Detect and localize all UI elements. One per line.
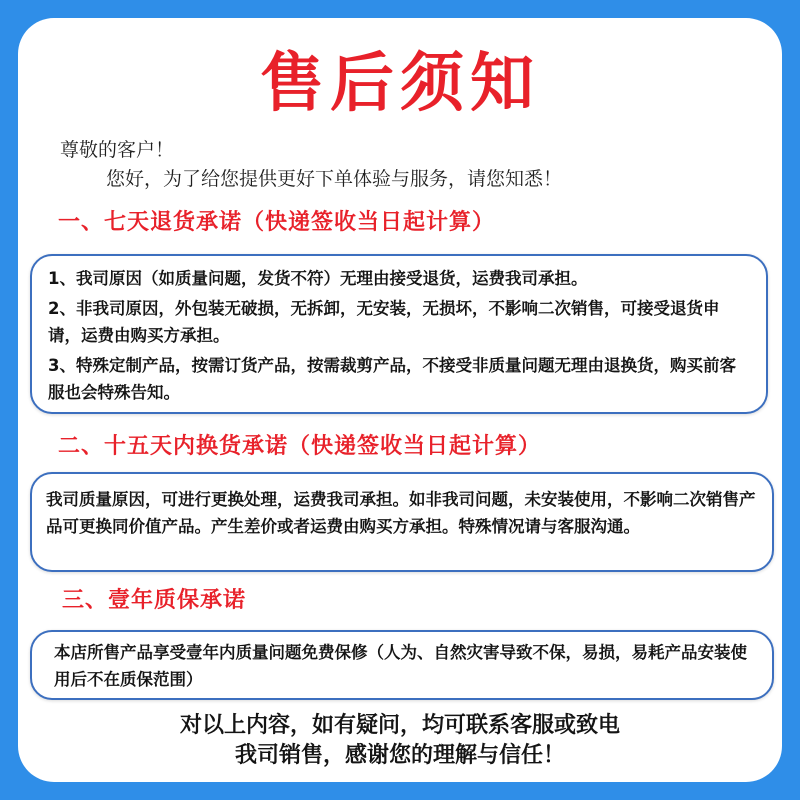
closing-line-2: 我司销售，感谢您的理解与信任！ — [234, 743, 565, 768]
greeting: 尊敬的客户！ — [60, 139, 175, 161]
list-item: 2、非我司原因，外包装无破损，无拆卸，无安装，无损坏，不影响二次销售，可接受退货申请，运费由购买方承担。 — [48, 299, 720, 345]
section-heading-return: 一、七天退货承诺（快递签收当日起计算） — [58, 210, 496, 235]
list-item: 我司质量原因，可进行更换处理，运费我司承担。如非我司问题，未安装使用，不影响二次销售产品可更换同价值产品。产生差价或者运费由购买方承担。特殊情况请与客服沟通。 — [46, 490, 756, 536]
exchange-policy-box — [30, 472, 774, 572]
notice-card — [18, 18, 782, 782]
list-item: 3、特殊定制产品，按需订货产品，按需裁剪产品，不接受非质量问题无理由退换货，购买前客服也会特殊告知。 — [48, 356, 736, 402]
list-item: 1、我司原因（如质量问题，发货不符）无理由接受退货，运费我司承担。 — [48, 269, 588, 288]
page-title: 售后须知 — [260, 47, 540, 121]
closing-line-1: 对以上内容，如有疑问，均可联系客服或致电 — [179, 713, 620, 738]
list-item: 本店所售产品享受壹年内质量问题免费保修（人为、自然灾害导致不保，易损，易耗产品安装使用后不在质保范围） — [54, 643, 747, 689]
intro-text: 您好，为了给您提供更好下单体验与服务，请您知悉！ — [106, 168, 563, 190]
section-heading-exchange: 二、十五天内换货承诺（快递签收当日起计算） — [58, 434, 542, 459]
section-heading-warranty: 三、壹年质保承诺 — [62, 588, 247, 613]
warranty-policy-box — [30, 630, 774, 700]
return-policy-box — [30, 254, 768, 414]
